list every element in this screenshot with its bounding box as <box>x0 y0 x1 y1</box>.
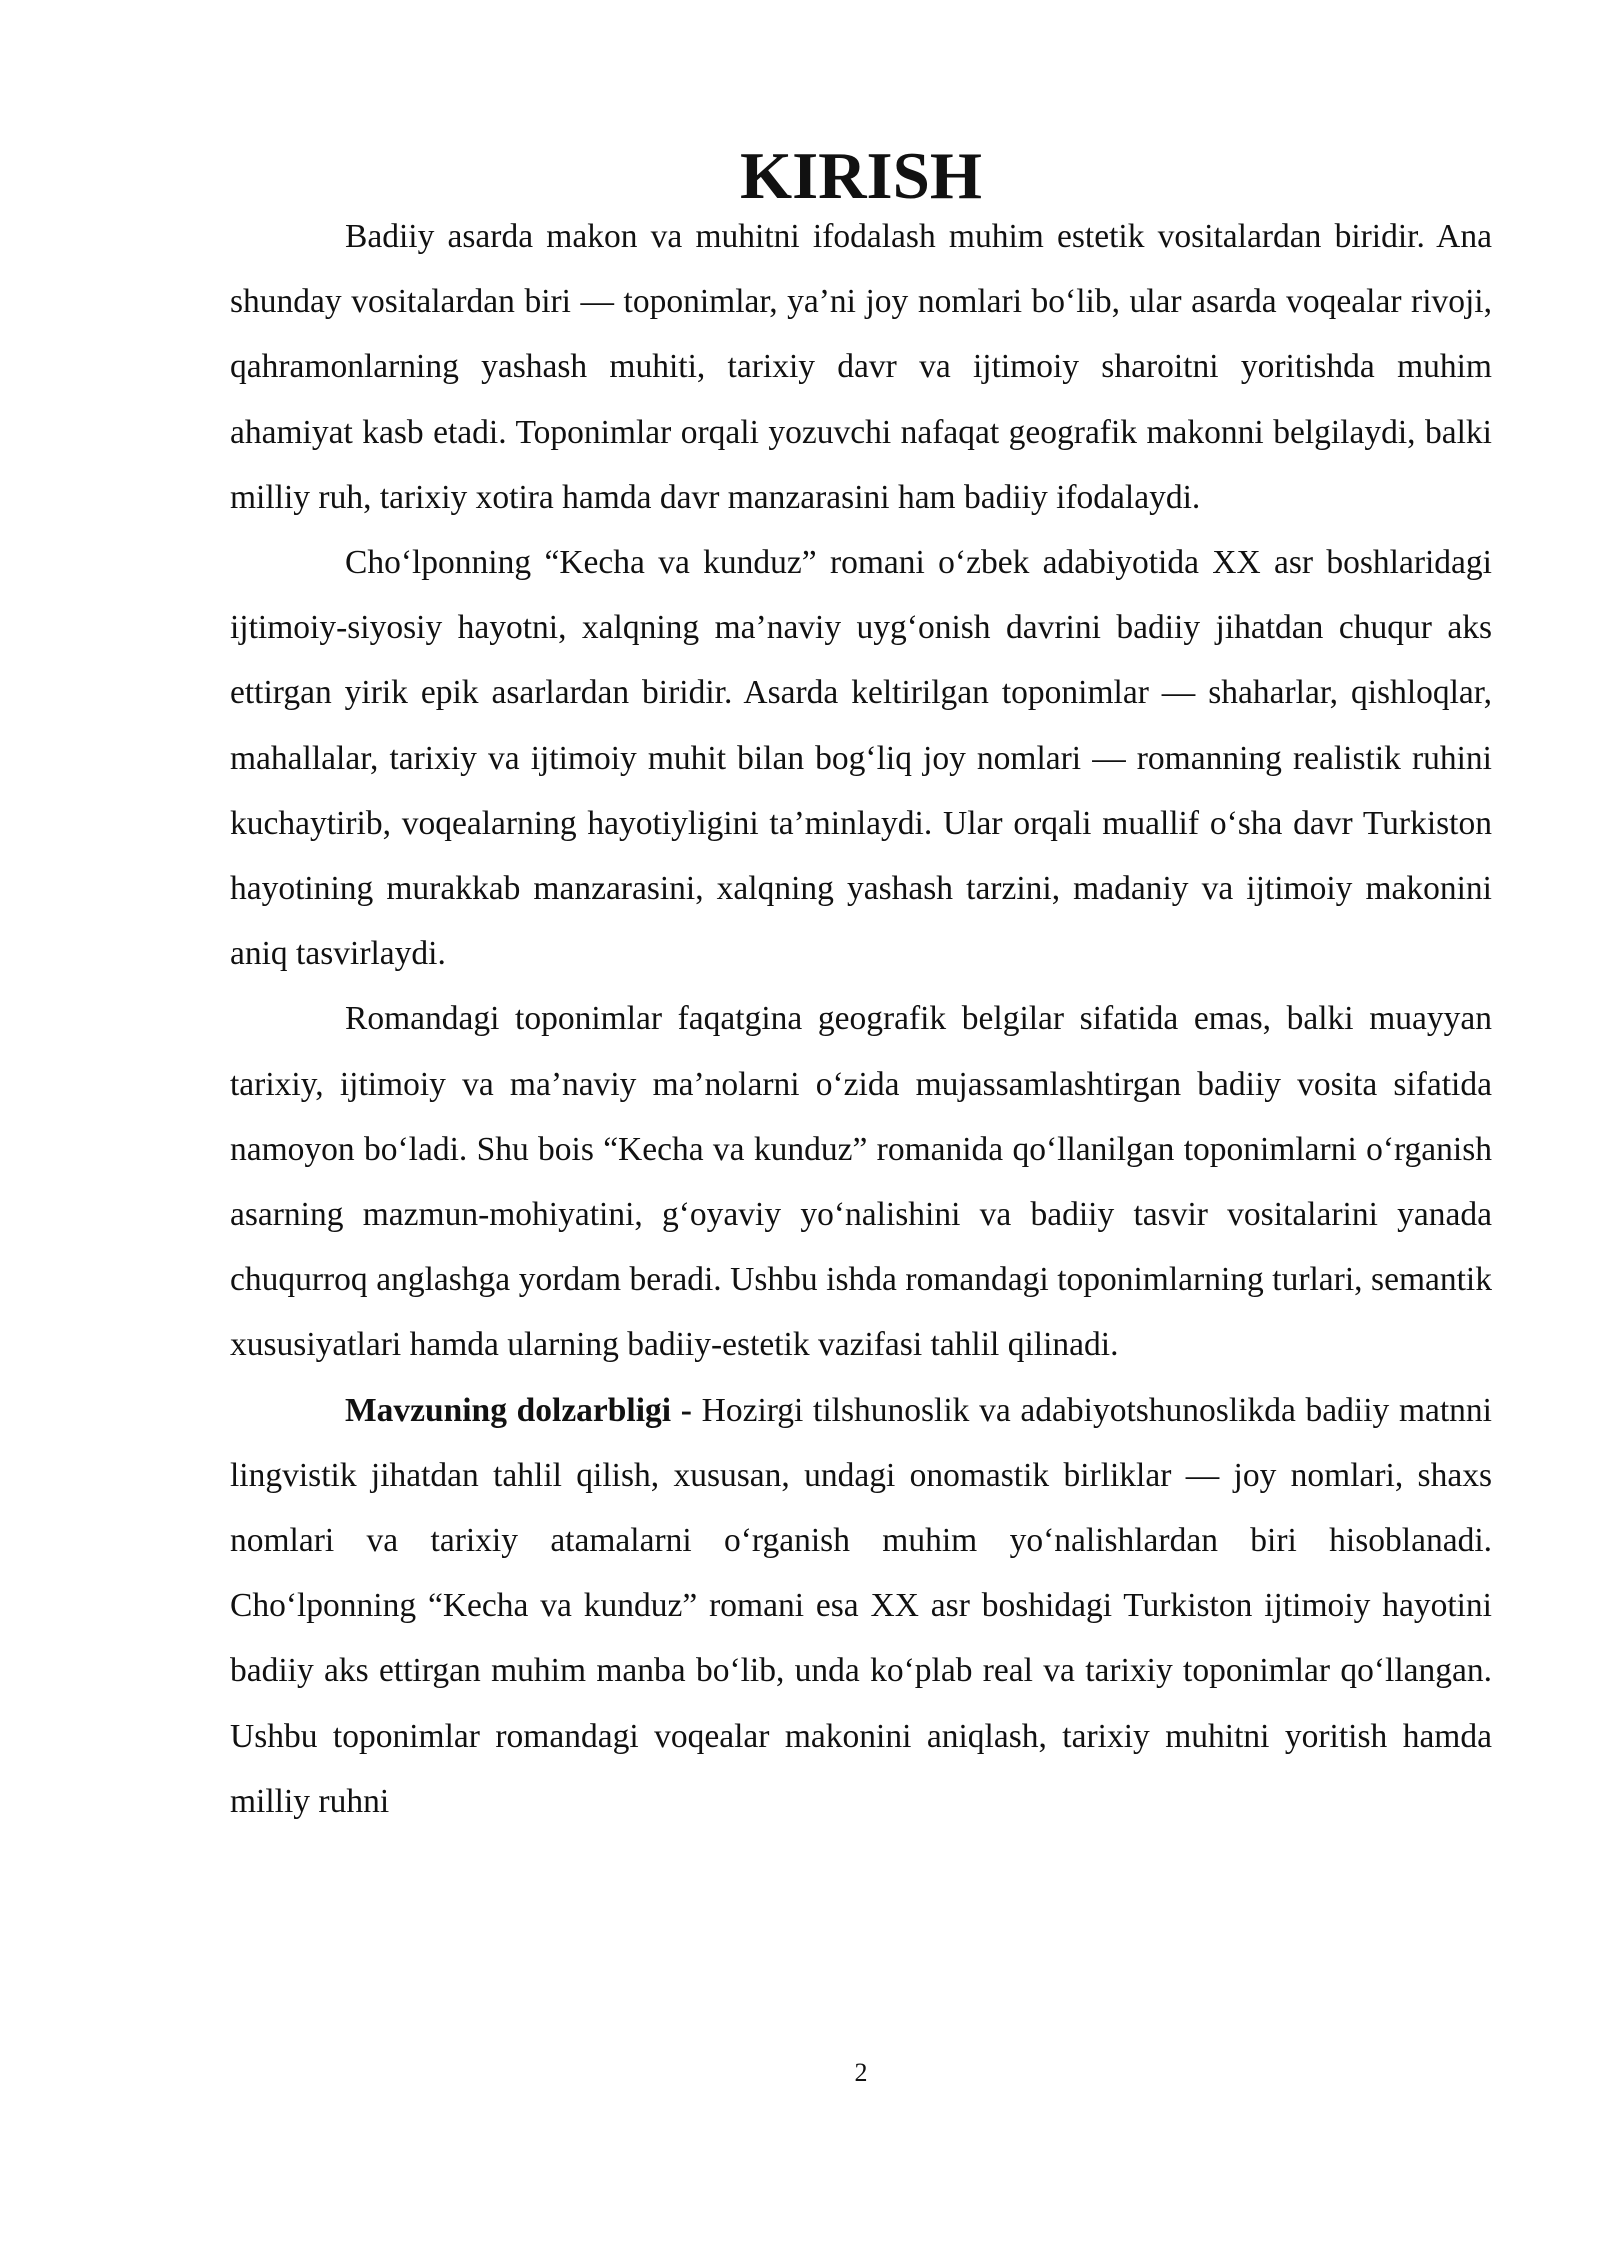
page-number: 2 <box>854 2058 868 2087</box>
paragraph-relevance <box>230 1378 1492 1834</box>
page-body <box>230 139 1492 1834</box>
section-title: KIRISH <box>739 139 983 213</box>
relevance-heading: Mavzuning dolzarbligi - <box>345 1391 692 1429</box>
paragraph-toponyms: Romandagi toponimlar faqatgina geografik belgilar sifatida emas, balki muayyan tarixiy, ijtimoiy va ma’naviy ma’nolarni o‘zida mujassamlashtirgan badiiy vosita sifatida namoyon bo‘ladi. Shu bois “Kecha va kunduz” romanida qo‘llanilgan toponimlarni o‘rganish asarning mazmun-mohiyatini, g‘oyaviy yo‘nalishini va badiiy tasvir vositalarini yanada chuqurroq anglashga yordam beradi. Ushbu ishda romandagi toponimlarning turlari, semantik xususiyatlari hamda ularning badiiy-estetik vazifasi tahlil qilinadi. <box>230 1000 1492 1364</box>
paragraph-novel: Cho‘lponning “Kecha va kunduz” romani o‘zbek adabiyotida XX asr boshlaridagi ijtimoiy-siyosiy hayotni, xalqning ma’naviy uyg‘onish davrini badiiy jihatdan chuqur aks ettirgan yirik epik asarlardan biridir. Asarda keltirilgan toponimlar — shaharlar, qishloqlar, mahallalar, tarixiy va ijtimoiy muhit bilan bog‘liq joy nomlari — romanning realistik ruhini kuchaytirib, voqealarning hayotiyligini ta’minlaydi. Ular orqali muallif o‘sha davr Turkiston hayotining murakkab manzarasini, xalqning yashash tarzini, madaniy va ijtimoiy makonini aniq tasvirlaydi. <box>230 544 1492 973</box>
relevance-text: Hozirgi tilshunoslik va adabiyotshunoslikda badiiy matnni lingvistik jihatdan tahlil qilish, xususan, undagi onomastik birliklar — joy nomlari, shaxs nomlari va tarixiy atamalarni o‘rganish muhim yo‘nalishlardan biri hisoblanadi. Cho‘lponning “Kecha va kunduz” romani esa XX asr boshidagi Turkiston ijtimoiy hayotini badiiy aks ettirgan muhim manba bo‘lib, unda ko‘plab real va tarixiy toponimlar qo‘llangan. Ushbu toponimlar romandagi voqealar makonini aniqlash, tarixiy muhitni yoritish hamda milliy ruhni <box>230 1391 1492 1820</box>
paragraph-intro: Badiiy asarda makon va muhitni ifodalash muhim estetik vositalardan biridir. Ana shunday vositalardan biri — toponimlar, ya’ni joy nomlari bo‘lib, ular asarda voqealar rivoji, qahramonlarning yashash muhiti, tarixiy davr va ijtimoiy sharoitni yoritishda muhim ahamiyat kasb etadi. Toponimlar orqali yozuvchi nafaqat geografik makonni belgilaydi, balki milliy ruh, tarixiy xotira hamda davr manzarasini ham badiiy ifodalaydi. <box>230 218 1492 516</box>
